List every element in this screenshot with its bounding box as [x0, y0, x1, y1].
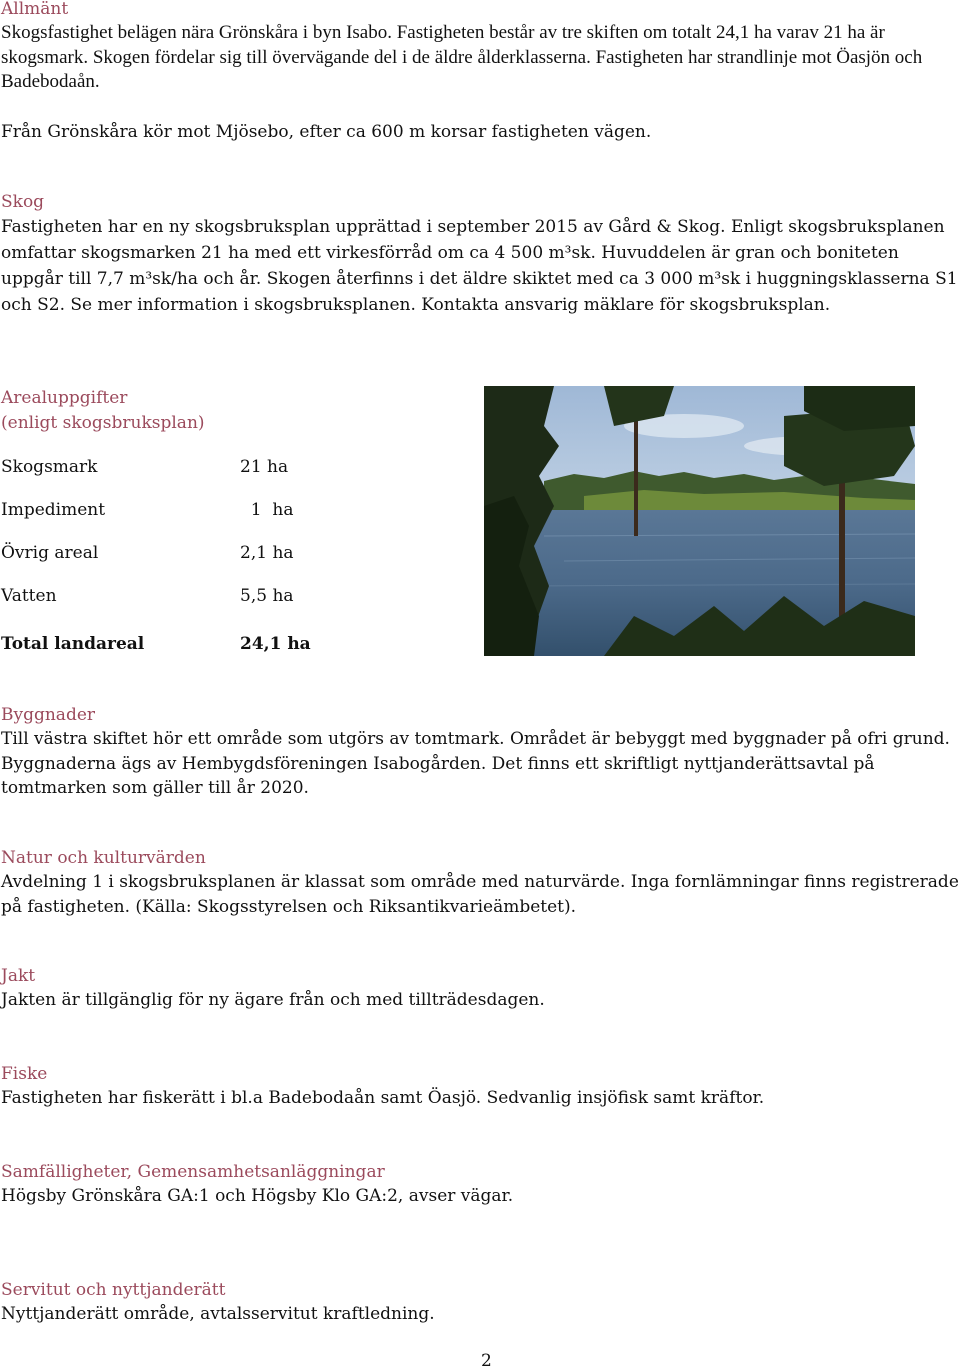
area-value-vatten: 5,5 ha	[240, 586, 294, 606]
natur-paragraph: Avdelning 1 i skogsbruksplanen är klassat som område med naturvärde. Inga fornlämningar finns registrerade på fastigheten. (Källa: Skogsstyrelsen och Riksantikvarieämbetet).	[1, 872, 959, 917]
area-label-total: Total landareal	[1, 634, 145, 654]
lake-photo	[484, 386, 915, 656]
area-label-impediment: Impediment	[1, 500, 106, 520]
skog-paragraph: Fastigheten har en ny skogsbruksplan upprättad i september 2015 av Gård & Skog. Enligt skogsbruksplanen omfattar skogsmarken 21 ha med ett virkesförråd om ca 4 500 m³sk. Huvuddelen är gran och boniteten uppgår till 7,7 m³sk/ha och år. Skogen återfinns i det äldre skiktet med ca 3 000 m³sk i huggningsklasserna S1 och S2. Se mer information i skogsbruksplanen. Kontakta ansvarig mäklare för skogsbruksplan.	[1, 217, 958, 315]
area-label-ovrig: Övrig areal	[1, 543, 99, 563]
heading-arealuppgifter-sub: (enligt skogsbruksplan)	[1, 413, 205, 433]
servitut-paragraph: Nyttjanderätt område, avtalsservitut kraftledning.	[1, 1304, 435, 1324]
jakt-paragraph: Jakten är tillgänglig för ny ägare från och med tillträdesdagen.	[1, 990, 545, 1010]
area-value-total: 24,1 ha	[240, 634, 311, 654]
heading-jakt: Jakt	[1, 966, 36, 986]
area-value-skogsmark: 21 ha	[240, 457, 289, 477]
area-label-vatten: Vatten	[1, 586, 57, 606]
area-value-impediment: 1 ha	[240, 500, 294, 520]
allmant-paragraph: Skogsfastighet belägen nära Grönskåra i byn Isabo. Fastigheten består av tre skiften om totalt 24,1 ha varav 21 ha är skogsmark. Skogen fördelar sig till övervägande del i de äldre ålderklasserna. Fastigheten har strandlinje mot Öasjön och Badebodaån.	[1, 22, 923, 92]
area-value-ovrig: 2,1 ha	[240, 543, 294, 563]
fiske-paragraph: Fastigheten har fiskerätt i bl.a Badebodaån samt Öasjö. Sedvanlig insjöfisk samt kräftor.	[1, 1088, 765, 1108]
heading-natur: Natur och kulturvärden	[1, 848, 206, 868]
heading-arealuppgifter: Arealuppgifter	[1, 388, 128, 408]
heading-byggnader: Byggnader	[1, 705, 96, 725]
heading-samfalligheter: Samfälligheter, Gemensamhetsanläggningar	[1, 1162, 385, 1182]
area-label-skogsmark: Skogsmark	[1, 457, 98, 477]
allmant-directions: Från Grönskåra kör mot Mjösebo, efter ca 600 m korsar fastigheten vägen.	[1, 122, 652, 142]
heading-servitut: Servitut och nyttjanderätt	[1, 1280, 226, 1300]
page-number: 2	[481, 1351, 492, 1371]
heading-skog: Skog	[1, 192, 45, 212]
byggnader-paragraph: Till västra skiftet hör ett område som utgörs av tomtmark. Området är bebyggt med byggnader på ofri grund. Byggnaderna ägs av Hembygdsföreningen Isabogården. Det finns ett skriftligt nyttjanderättsavtal på tomtmarken som gäller till år 2020.	[1, 729, 950, 798]
heading-allmant: Allmänt	[1, 0, 69, 19]
heading-fiske: Fiske	[1, 1064, 48, 1084]
samfalligheter-paragraph: Högsby Grönskåra GA:1 och Högsby Klo GA:2, avser vägar.	[1, 1186, 514, 1206]
